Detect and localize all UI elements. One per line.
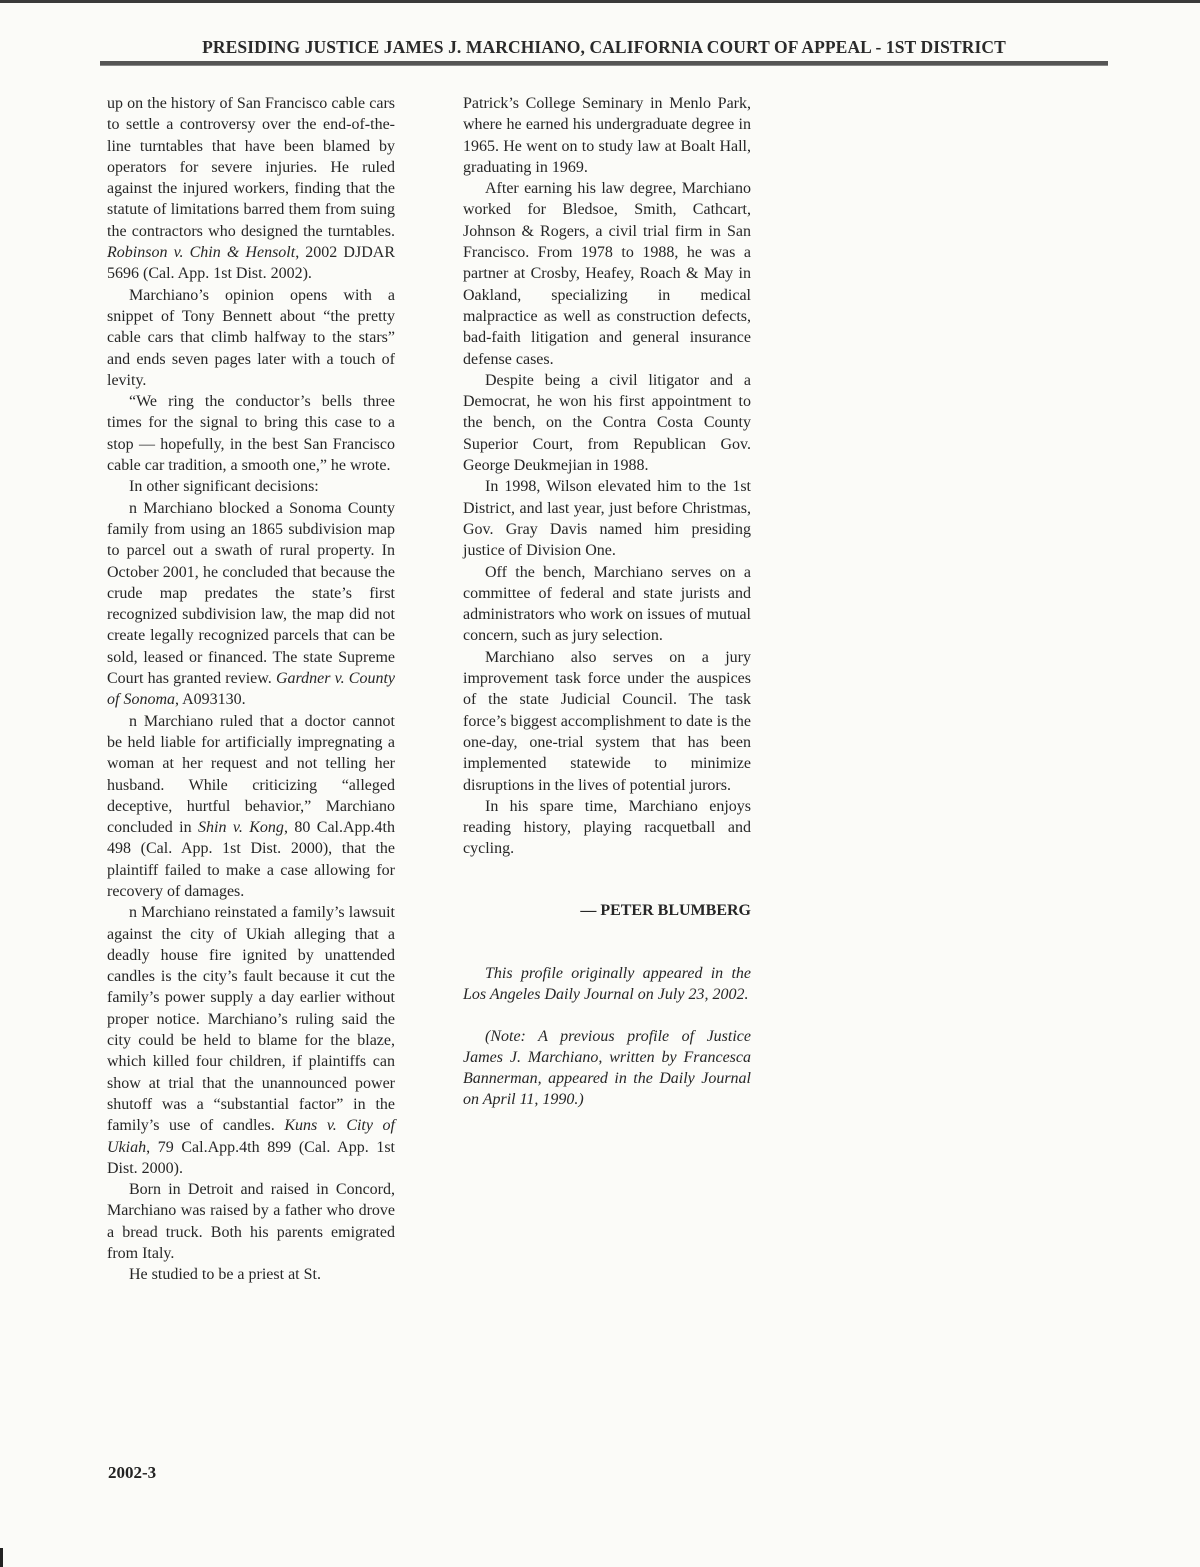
paragraph: In 1998, Wilson elevated him to the 1st District, and last year, just before Christmas, Gov. Gray Davis named him presiding justice of Division One. — [463, 478, 751, 560]
paragraph: Marchiano’s opinion opens with a snippet of Tony Bennett about “the pretty cable cars that climb halfway to the stars” and ends seven pages later with a touch of levity. — [107, 286, 395, 389]
paragraph: Marchiano also serves on a jury improvement task force under the auspices of the state Judicial Council. The task force’s biggest accomplishment to date is the one-day, one-trial system that has been implemented statewide to minimize disruptions in the lives of potential jurors. — [463, 648, 751, 794]
case-citation: Shin v. Kong — [198, 819, 284, 837]
paragraph-text: n Marchiano reinstated a family’s lawsuit against the city of Ukiah alleging that a deadly house fire ignited by unattended candles is the city’s fault because it cut the family’s power supply a day earlier without proper notice. Marchiano’s ruling said the city could be held to blame for the blaze, which killed four children, if plaintiffs can show at trial that the unannounced power shutoff was a “substantial factor” in the family’s use of candles. — [107, 904, 395, 1135]
scan-top-border — [0, 0, 1200, 3]
left-column — [107, 93, 395, 1286]
paragraph-text: up on the history of San Francisco cable cars to settle a controversy over the end-of-the-line turntables that have been blamed by operators for severe injuries. He ruled against the injured workers, finding that the statute of limitations barred them from suing the contractors who designed the turntables. — [107, 95, 395, 240]
case-citation: Gardner v. County of Sonoma — [107, 670, 395, 709]
right-column — [463, 93, 751, 1111]
paragraph: He studied to be a priest at St. — [129, 1266, 321, 1284]
header-rule — [100, 61, 1108, 66]
running-header: PRESIDING JUSTICE JAMES J. MARCHIANO, CALIFORNIA COURT OF APPEAL - 1ST DISTRICT — [202, 37, 1006, 57]
author-byline: — PETER BLUMBERG — [580, 901, 751, 919]
paragraph: “We ring the conductor’s bells three times for the signal to bring this case to a stop — hopefully, in the best San Francisco cable car tradition, a smooth one,” he wrote. — [107, 393, 395, 475]
paragraph-text: , A093130. — [175, 691, 246, 709]
bullet-paragraph — [107, 711, 395, 903]
paragraph: Born in Detroit and raised in Concord, Marchiano was raised by a father who drove a bread truck. Both his parents emigrated from Italy. — [107, 1181, 395, 1263]
paragraph: Off the bench, Marchiano serves on a committee of federal and state jurists and administrators who work on issues of mutual concern, such as jury selection. — [463, 563, 751, 645]
scan-edge-mark — [0, 1548, 3, 1567]
publication-note: This profile originally appeared in the Los Angeles Daily Journal on July 23, 2002. — [463, 964, 751, 1004]
case-citation: Robinson v. Chin & Hensolt — [107, 244, 296, 262]
paragraph: After earning his law degree, Marchiano worked for Bledsoe, Smith, Cathcart, Johnson & Rogers, a civil trial firm in San Francisco. From 1978 to 1988, he was a partner at Crosby, Heafey, Roach & May in Oakland, specializing in medical malpractice as well as construction defects, bad-faith litigation and general insurance defense cases. — [463, 180, 751, 368]
paragraph: Despite being a civil litigator and a Democrat, he won his first appointment to the bench, on the Contra Costa County Superior Court, from Republican Gov. George Deukmejian in 1988. — [463, 371, 751, 475]
paragraph — [107, 93, 395, 285]
case-citation: Kuns v. City of Ukiah — [107, 1117, 395, 1156]
paragraph-text: n Marchiano ruled that a doctor cannot be held liable for artificially impregnating a woman at her request and not telling her husband. While criticizing “alleged deceptive, hurtful behavior,” Marchiano concluded in — [107, 712, 395, 837]
bullet-paragraph — [107, 902, 395, 1179]
previous-profile-note: (Note: A previous profile of Justice James J. Marchiano, written by Francesca Bannerman, appeared in the Daily Journal on April 11, 1990.) — [463, 1027, 751, 1109]
page-number: 2002-3 — [108, 1463, 157, 1482]
paragraph-text: , 2002 DJDAR 5696 (Cal. App. 1st Dist. 2002). — [107, 244, 395, 283]
paragraph-text: , 79 Cal.App.4th 899 (Cal. App. 1st Dist. 2000). — [107, 1138, 395, 1177]
paragraph-text: , 80 Cal.App.4th 498 (Cal. App. 1st Dist. 2000), that the plaintiff failed to make a case allowing for recovery of damages. — [107, 819, 396, 900]
paragraph-text: n Marchiano blocked a Sonoma County family from using an 1865 subdivision map to parcel out a swath of rural property. In October 2001, he concluded that because the crude map predates the state’s first recognized subdivision law, the map did not create legally recognized parcels that can be sold, leased or financed. The state Supreme Court has granted review. — [107, 499, 395, 688]
paragraph: In his spare time, Marchiano enjoys reading history, playing racquetball and cycling. — [463, 797, 751, 858]
bullet-paragraph — [107, 498, 395, 711]
paragraph: In other significant decisions: — [129, 478, 319, 496]
paragraph: Patrick’s College Seminary in Menlo Park, where he earned his undergraduate degree in 1965. He went on to study law at Boalt Hall, graduating in 1969. — [463, 95, 751, 176]
